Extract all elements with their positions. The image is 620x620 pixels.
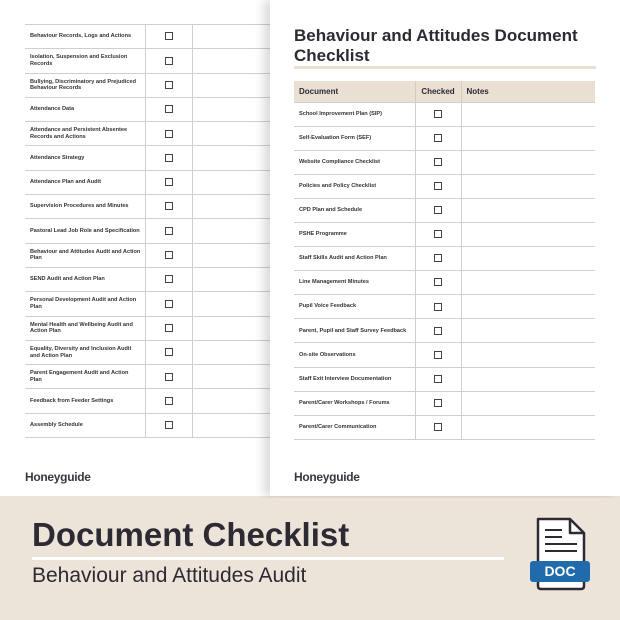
checked-cell — [145, 292, 192, 316]
banner-underline — [32, 557, 504, 560]
document-name: Pupil Voice Feedback — [294, 295, 415, 319]
document-name: School Improvement Plan (SIP) — [294, 102, 415, 126]
checked-cell — [415, 415, 461, 439]
checkbox[interactable] — [165, 397, 173, 405]
checked-cell — [415, 343, 461, 367]
table-row — [25, 389, 285, 413]
notes-cell[interactable] — [461, 150, 595, 174]
checkbox[interactable] — [434, 399, 442, 407]
notes-cell[interactable] — [461, 319, 595, 343]
banner-subtitle: Behaviour and Attitudes Audit — [32, 564, 307, 587]
document-name: Feedback from Feeder Settings — [25, 389, 145, 413]
checkbox[interactable] — [434, 303, 442, 311]
document-name: CPD Plan and Schedule — [294, 198, 415, 222]
checked-cell — [145, 413, 192, 437]
checkbox[interactable] — [165, 130, 173, 138]
table-row — [294, 415, 595, 439]
document-name: Pastoral Lead Job Role and Specification — [25, 219, 145, 243]
checked-cell — [415, 222, 461, 246]
document-name: Parent/Carer Communication — [294, 415, 415, 439]
checkbox[interactable] — [165, 251, 173, 259]
notes-cell[interactable] — [461, 102, 595, 126]
front-page-logo: Honeyguide — [294, 470, 360, 484]
checked-cell — [145, 170, 192, 194]
document-name: Equality, Diversity and Inclusion Audit and Action Plan — [25, 340, 145, 364]
document-name: Personal Development Audit and Action Plan — [25, 292, 145, 316]
document-name: Parent/Carer Workshops / Forums — [294, 391, 415, 415]
table-header-row — [294, 81, 595, 102]
table-row — [25, 122, 285, 146]
checkbox[interactable] — [165, 348, 173, 356]
table-row — [25, 413, 285, 437]
checked-cell — [145, 49, 192, 73]
checkbox[interactable] — [165, 324, 173, 332]
checkbox[interactable] — [434, 254, 442, 262]
notes-cell[interactable] — [461, 174, 595, 198]
document-name: Attendance Data — [25, 97, 145, 121]
table-row — [294, 198, 595, 222]
checked-cell — [145, 97, 192, 121]
banner-title: Document Checklist — [32, 516, 350, 553]
checkbox[interactable] — [434, 375, 442, 383]
checked-cell — [145, 243, 192, 267]
back-page-logo: Honeyguide — [25, 470, 91, 484]
notes-cell[interactable] — [461, 343, 595, 367]
table-row — [294, 150, 595, 174]
doc-badge: DOC — [530, 561, 590, 582]
checkbox[interactable] — [165, 178, 173, 186]
document-name: Attendance and Persistent Absentee Records and Actions — [25, 122, 145, 146]
checked-cell — [145, 25, 192, 49]
checked-cell — [145, 389, 192, 413]
table-row — [25, 365, 285, 389]
checked-cell — [415, 247, 461, 271]
header-document: Document — [294, 81, 415, 102]
table-row — [25, 170, 285, 194]
table-row — [25, 195, 285, 219]
table-row — [25, 316, 285, 340]
document-name: Attendance Strategy — [25, 146, 145, 170]
table-row — [294, 319, 595, 343]
checked-cell — [415, 295, 461, 319]
notes-cell[interactable] — [461, 271, 595, 295]
checked-cell — [145, 316, 192, 340]
document-name: Policies and Policy Checklist — [294, 174, 415, 198]
document-name: Isolation, Suspension and Exclusion Records — [25, 49, 145, 73]
checked-cell — [415, 126, 461, 150]
table-row — [294, 295, 595, 319]
document-icon — [530, 516, 590, 592]
table-row — [294, 247, 595, 271]
document-name: Supervision Procedures and Minutes — [25, 195, 145, 219]
checked-cell — [415, 319, 461, 343]
notes-cell[interactable] — [461, 198, 595, 222]
document-name: Behaviour and Attitudes Audit and Action Plan — [25, 243, 145, 267]
table-row — [25, 292, 285, 316]
checkbox[interactable] — [434, 327, 442, 335]
title-underline — [294, 66, 596, 69]
checked-cell — [145, 219, 192, 243]
checked-cell — [145, 365, 192, 389]
table-row — [294, 391, 595, 415]
checkbox[interactable] — [434, 110, 442, 118]
document-name: Mental Health and Wellbeing Audit and Action Plan — [25, 316, 145, 340]
checked-cell — [145, 267, 192, 291]
checkbox[interactable] — [165, 81, 173, 89]
checked-cell — [415, 271, 461, 295]
document-title: Behaviour and Attitudes Document Checklist — [294, 26, 578, 65]
checked-cell — [145, 73, 192, 97]
document-name: Behaviour Records, Logs and Actions — [25, 25, 145, 49]
checkbox[interactable] — [165, 105, 173, 113]
table-row — [25, 49, 285, 73]
notes-cell[interactable] — [461, 415, 595, 439]
notes-cell[interactable] — [461, 367, 595, 391]
checkbox[interactable] — [165, 300, 173, 308]
back-checklist-table — [25, 24, 285, 438]
notes-cell[interactable] — [461, 295, 595, 319]
table-row — [25, 340, 285, 364]
checked-cell — [145, 340, 192, 364]
notes-cell[interactable] — [461, 391, 595, 415]
checked-cell — [415, 198, 461, 222]
checkbox[interactable] — [434, 134, 442, 142]
checked-cell — [415, 174, 461, 198]
document-name: PSHE Programme — [294, 222, 415, 246]
document-name: Attendance Plan and Audit — [25, 170, 145, 194]
checkbox[interactable] — [434, 423, 442, 431]
front-page — [270, 0, 620, 496]
bottom-banner — [0, 498, 620, 620]
document-name: Staff Skills Audit and Action Plan — [294, 247, 415, 271]
table-row — [294, 102, 595, 126]
document-name: Assembly Schedule — [25, 413, 145, 437]
table-row — [25, 73, 285, 97]
document-name: Bullying, Discriminatory and Prejudiced Behaviour Records — [25, 73, 145, 97]
header-notes: Notes — [461, 81, 595, 102]
checkbox[interactable] — [165, 275, 173, 283]
checkbox[interactable] — [434, 230, 442, 238]
document-name: Parent Engagement Audit and Action Plan — [25, 365, 145, 389]
table-row — [25, 97, 285, 121]
checked-cell — [415, 150, 461, 174]
table-row — [294, 174, 595, 198]
checked-cell — [415, 102, 461, 126]
checkbox[interactable] — [165, 421, 173, 429]
document-name: On-site Observations — [294, 343, 415, 367]
table-row — [25, 146, 285, 170]
checkbox[interactable] — [165, 227, 173, 235]
notes-cell[interactable] — [461, 126, 595, 150]
document-name: Line Management Minutes — [294, 271, 415, 295]
table-row — [294, 126, 595, 150]
checkbox[interactable] — [434, 206, 442, 214]
checkbox[interactable] — [165, 373, 173, 381]
checkbox[interactable] — [165, 202, 173, 210]
checked-cell — [145, 146, 192, 170]
table-row — [25, 267, 285, 291]
table-row — [25, 243, 285, 267]
checkbox[interactable] — [165, 32, 173, 40]
table-row — [25, 25, 285, 49]
table-row — [294, 343, 595, 367]
document-name: Self-Evaluation Form (SEF) — [294, 126, 415, 150]
table-row — [294, 367, 595, 391]
header-checked: Checked — [415, 81, 461, 102]
checked-cell — [415, 391, 461, 415]
document-name: Staff Exit Interview Documentation — [294, 367, 415, 391]
checkbox[interactable] — [434, 351, 442, 359]
table-row — [25, 219, 285, 243]
notes-cell[interactable] — [461, 247, 595, 271]
notes-cell[interactable] — [461, 222, 595, 246]
checked-cell — [145, 122, 192, 146]
checkbox[interactable] — [434, 158, 442, 166]
document-name: Website Compliance Checklist — [294, 150, 415, 174]
table-row — [294, 222, 595, 246]
checkbox[interactable] — [165, 57, 173, 65]
checkbox[interactable] — [434, 182, 442, 190]
document-name: Parent, Pupil and Staff Survey Feedback — [294, 319, 415, 343]
front-checklist-table — [294, 81, 595, 440]
checkbox[interactable] — [165, 154, 173, 162]
table-row — [294, 271, 595, 295]
checked-cell — [415, 367, 461, 391]
back-page — [0, 0, 282, 496]
document-name: SEND Audit and Action Plan — [25, 267, 145, 291]
checked-cell — [145, 195, 192, 219]
checkbox[interactable] — [434, 278, 442, 286]
